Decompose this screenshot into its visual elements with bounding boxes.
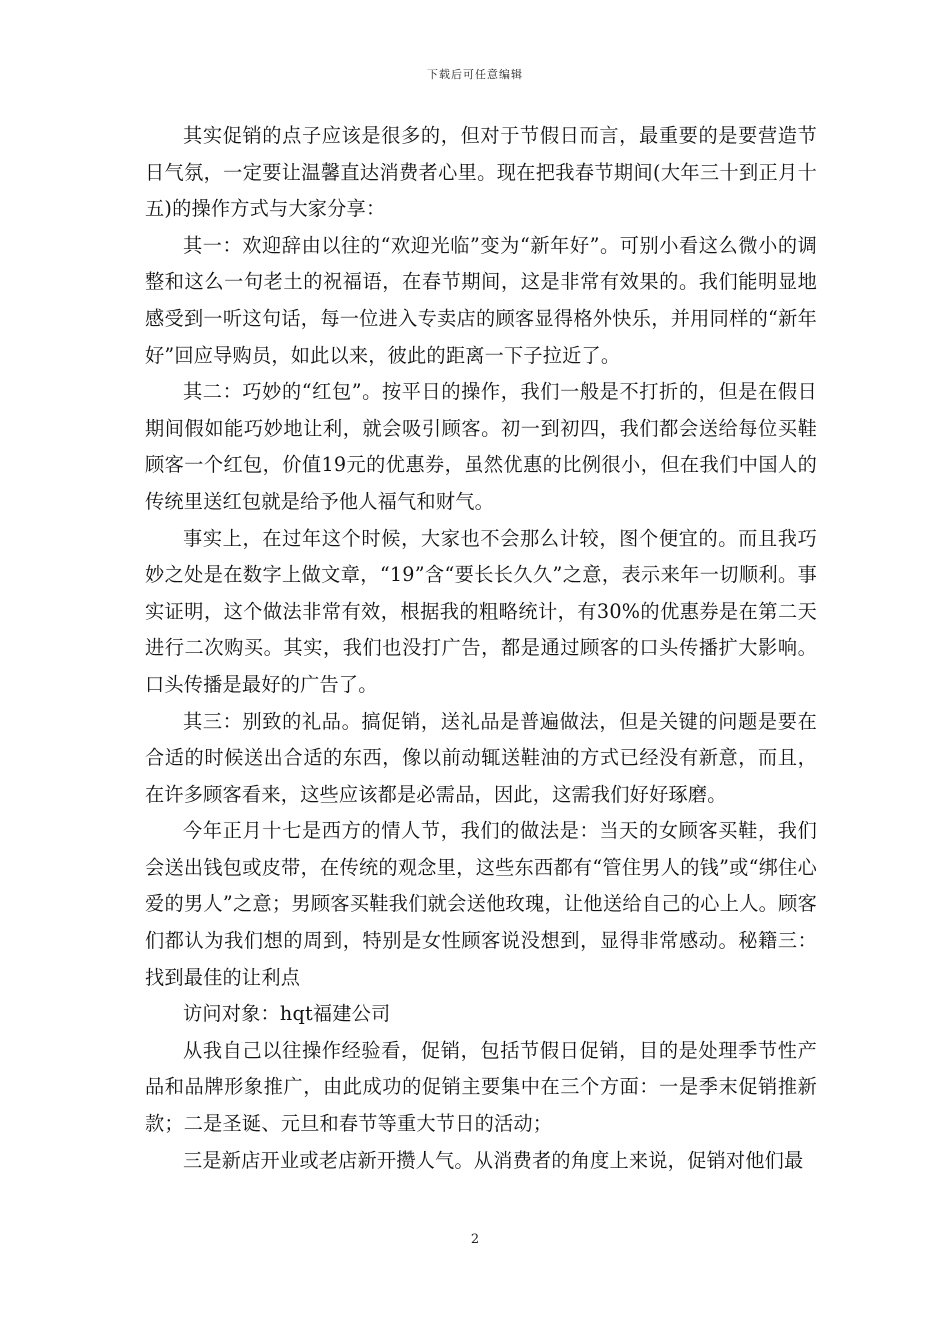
page-number: 2 <box>470 1232 480 1247</box>
paragraph: 事实上，在过年这个时候，大家也不会那么计较，图个便宜的。而且我巧妙之处是在数字上做文章，“19”含“要长长久久”之意，表示来年一切顺利。事实证明，这个做法非常有效，根据我的粗略统计，有30%的优惠券是在第二天进行二次购买。其实，我们也没打广告，都是通过顾客的口头传播扩大影响。口头传播是最好的广告了。 <box>145 526 817 696</box>
paragraph: 访问对象：hqt福建公司 <box>183 1002 391 1026</box>
paragraph: 其二：巧妙的“红包”。按平日的操作，我们一般是不打折的，但是在假日期间假如能巧妙地让利，就会吸引顾客。初一到初四，我们都会送给每位买鞋顾客一个红包，价值19元的优惠券，虽然优惠的比例很小，但在我们中国人的传统里送红包就是给予他人福气和财气。 <box>145 380 817 513</box>
paragraph: 其一：欢迎辞由以往的“欢迎光临”变为“新年好”。可别小看这么微小的调整和这么一句老土的祝福语，在春节期间，这是非常有效果的。我们能明显地感受到一听这句话，每一位进入专卖店的顾客显得格外快乐，并用同样的“新年好”回应导购员，如此以来，彼此的距离一下子拉近了。 <box>145 233 817 367</box>
paragraph: 其三：别致的礼品。搞促销，送礼品是普遍做法，但是关键的问题是要在合适的时候送出合适的东西，像以前动辄送鞋油的方式已经没有新意，而且，在许多顾客看来，这些应该都是必需品，因此，这需我们好好琢磨。 <box>145 709 817 806</box>
paragraph: 从我自己以往操作经验看，促销，包括节假日促销，目的是处理季节性产品和品牌形象推广，由此成功的促销主要集中在三个方面：一是季末促销推新款；二是圣诞、元旦和春节等重大节日的活动； <box>145 1038 817 1136</box>
paragraph: 其实促销的点子应该是很多的，但对于节假日而言，最重要的是要营造节日气氛，一定要让温馨直达消费者心里。现在把我春节期间(大年三十到正月十五)的操作方式与大家分享： <box>145 124 817 221</box>
paragraph: 今年正月十七是西方的情人节，我们的做法是：当天的女顾客买鞋，我们会送出钱包或皮带，在传统的观念里，这些东西都有“管住男人的钱”或“绑住心爱的男人”之意；男顾客买鞋我们就会送他玫瑰，让他送给自己的心上人。顾客们都认为我们想的周到，特别是女性顾客说没想到，显得非常感动。秘籍三：找到最佳的让利点 <box>145 819 817 989</box>
page-header: 下载后可任意编辑 <box>427 68 523 81</box>
paragraph: 三是新店开业或老店新开攒人气。从消费者的角度上来说，促销对他们最 <box>183 1148 804 1172</box>
document-body <box>145 118 817 1179</box>
